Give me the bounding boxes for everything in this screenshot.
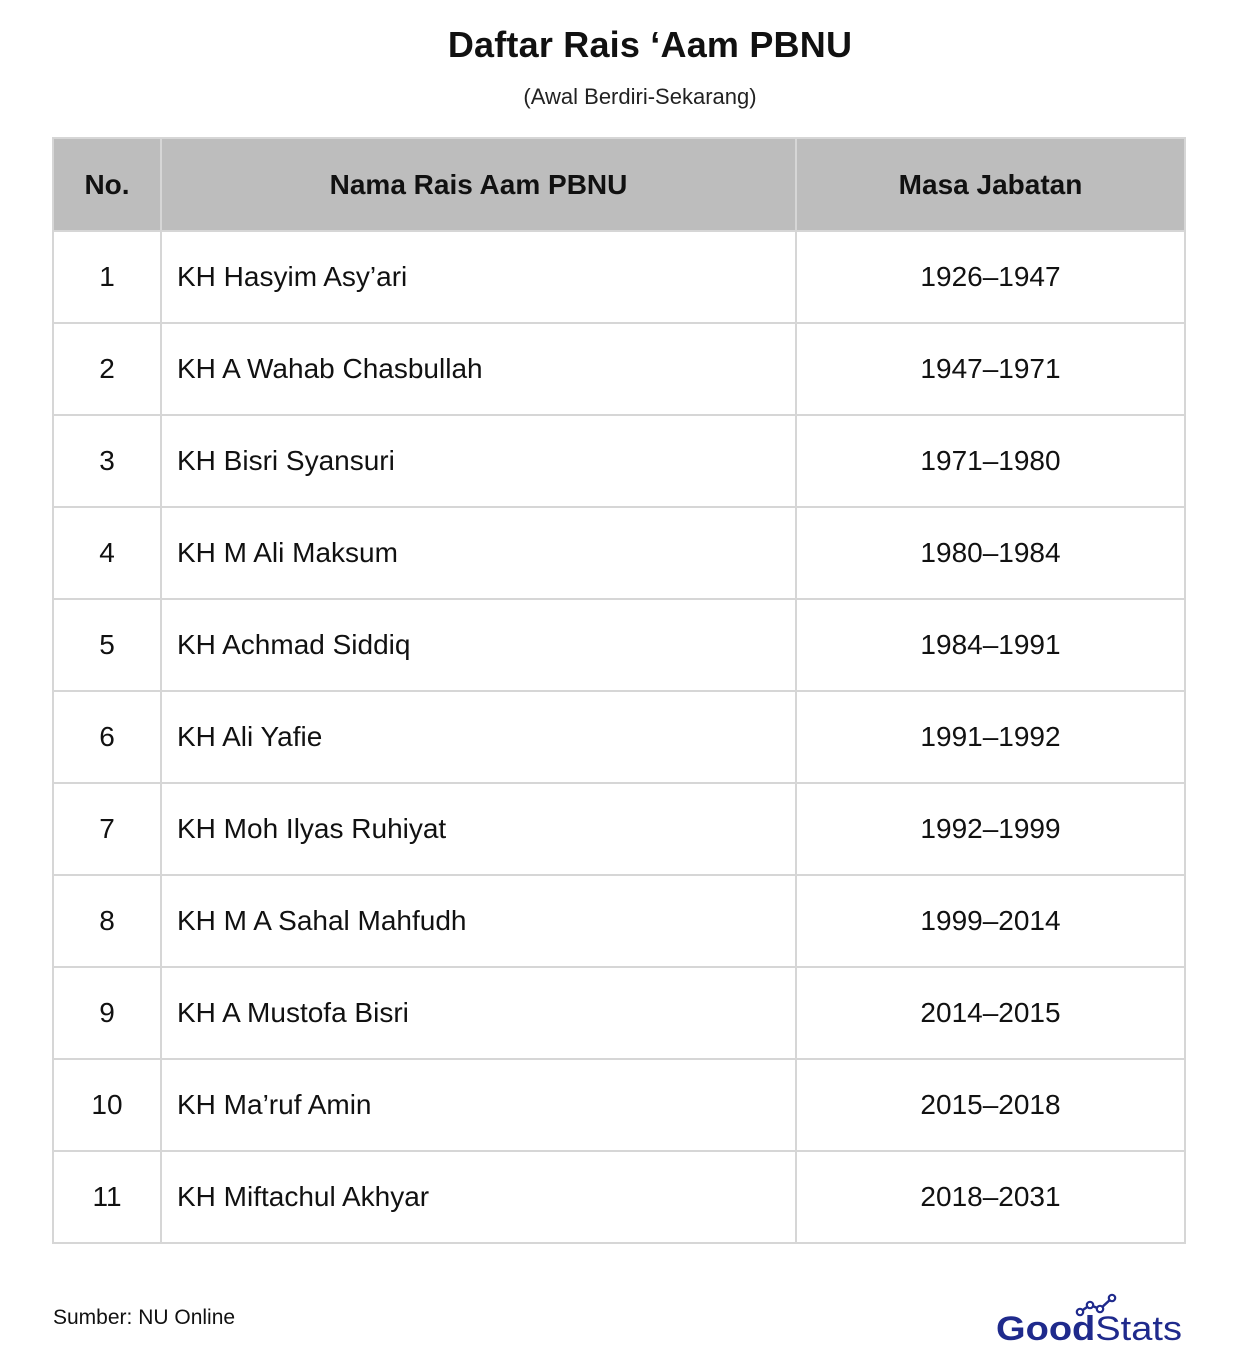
- table-row: [53, 323, 1185, 415]
- data-table: [52, 137, 1186, 1244]
- table-body: [53, 231, 1185, 1243]
- cell-no: 1: [53, 231, 161, 323]
- cell-name: KH Ma’ruf Amin: [161, 1059, 796, 1151]
- cell-no: 6: [53, 691, 161, 783]
- cell-name: KH M Ali Maksum: [161, 507, 796, 599]
- cell-name: KH Moh Ilyas Ruhiyat: [161, 783, 796, 875]
- chart-title: Daftar Rais ‘Aam PBNU: [447, 24, 853, 65]
- cell-no: 7: [53, 783, 161, 875]
- cell-no: 10: [53, 1059, 161, 1151]
- cell-term: 1991–1992: [796, 691, 1185, 783]
- table-row: [53, 231, 1185, 323]
- table-row: [53, 875, 1185, 967]
- cell-no: 2: [53, 323, 161, 415]
- cell-no: 5: [53, 599, 161, 691]
- goodstats-logo: [996, 1290, 1186, 1346]
- logo-text-stats: Stats: [1095, 1310, 1173, 1346]
- cell-term: 1947–1971: [796, 323, 1185, 415]
- cell-name: KH A Wahab Chasbullah: [161, 323, 796, 415]
- cell-no: 9: [53, 967, 161, 1059]
- cell-name: KH Ali Yafie: [161, 691, 796, 783]
- logo-text-good: Good: [996, 1310, 1085, 1346]
- cell-term: 2014–2015: [796, 967, 1185, 1059]
- source-note: Sumber: NU Online: [53, 1306, 236, 1329]
- data-table-container: [52, 137, 1184, 1244]
- column-header-term: Masa Jabatan: [796, 138, 1185, 231]
- cell-term: 1971–1980: [796, 415, 1185, 507]
- logo-trend-point: [1109, 1295, 1115, 1301]
- column-header-no: No.: [53, 138, 161, 231]
- cell-term: 1926–1947: [796, 231, 1185, 323]
- cell-term: 2015–2018: [796, 1059, 1185, 1151]
- cell-name: KH A Mustofa Bisri: [161, 967, 796, 1059]
- table-row: [53, 1059, 1185, 1151]
- cell-term: 2018–2031: [796, 1151, 1185, 1243]
- cell-term: 1984–1991: [796, 599, 1185, 691]
- cell-name: KH Miftachul Akhyar: [161, 1151, 796, 1243]
- cell-term: 1992–1999: [796, 783, 1185, 875]
- table-row: [53, 599, 1185, 691]
- table-row: [53, 1151, 1185, 1243]
- cell-no: 11: [53, 1151, 161, 1243]
- cell-name: KH Achmad Siddiq: [161, 599, 796, 691]
- chart-subtitle: (Awal Berdiri-Sekarang): [523, 84, 757, 109]
- table-row: [53, 507, 1185, 599]
- table-row: [53, 783, 1185, 875]
- cell-name: KH Hasyim Asy’ari: [161, 231, 796, 323]
- cell-term: 1999–2014: [796, 875, 1185, 967]
- cell-no: 8: [53, 875, 161, 967]
- svg-text:GoodStats: [996, 1310, 1182, 1346]
- table-row: [53, 967, 1185, 1059]
- column-header-name: Nama Rais Aam PBNU: [161, 138, 796, 231]
- table-header: [53, 138, 1185, 231]
- cell-no: 4: [53, 507, 161, 599]
- cell-name: KH Bisri Syansuri: [161, 415, 796, 507]
- cell-term: 1980–1984: [796, 507, 1185, 599]
- logo-trend-point: [1087, 1302, 1093, 1308]
- table-row: [53, 415, 1185, 507]
- cell-no: 3: [53, 415, 161, 507]
- table-row: [53, 691, 1185, 783]
- cell-name: KH M A Sahal Mahfudh: [161, 875, 796, 967]
- header-row: [53, 138, 1185, 231]
